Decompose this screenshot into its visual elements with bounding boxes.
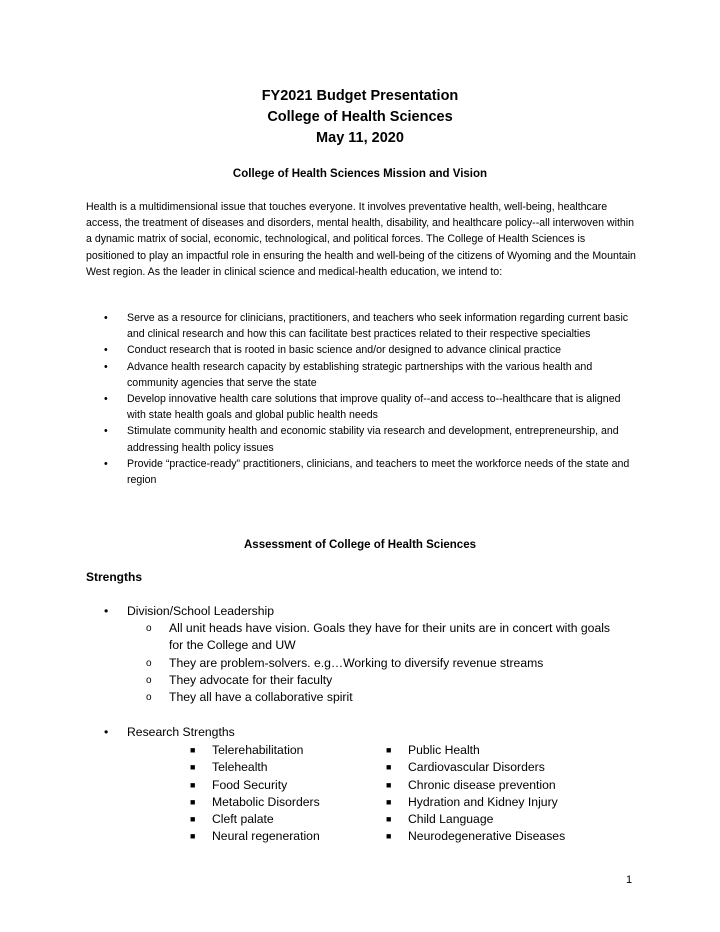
leadership-item-text: They advocate for their faculty (169, 672, 333, 687)
bullet-icon: • (104, 604, 109, 618)
goal-item (86, 310, 638, 342)
research-item (190, 759, 320, 776)
goal-text: Advance health research capacity by establishing strategic partnerships with the various health and community agencies that serve the state (127, 360, 593, 389)
research-item-text: Public Health (408, 743, 480, 757)
assessment-heading: Assessment of College of Health Sciences (244, 539, 476, 551)
research-item-text: Child Language (408, 812, 494, 827)
circle-bullet-icon: o (146, 692, 152, 704)
leadership-item (146, 689, 626, 706)
intro-paragraph: Health is a multidimensional issue that touches everyone. It involves preventative health, well-being, healthcare access, the treatment of diseases and disorders, mental health, disability, and healthcare policy--all interwoven within a dynamic matrix of social, economic, technological, and political forces. The College of Health Sciences is positioned to play an impactful role in ensuring the health and well-being of the citizens of Wyoming and the Mountain West region. As the leader in clinical science and medical-health education, we intend to: (86, 201, 636, 278)
bullet-icon: • (104, 360, 108, 373)
bullet-icon: • (104, 344, 108, 357)
research-item (386, 828, 565, 845)
research-item (386, 794, 565, 811)
research-item-text: Hydration and Kidney Injury (408, 794, 558, 809)
research-label: Research Strengths (127, 725, 235, 739)
leadership-item-text: All unit heads have vision. Goals they have for their units are in concert with goals for the College and UW (169, 621, 611, 653)
goal-text: Conduct research that is rooted in basic science and/or designed to advance clinical practice (127, 344, 562, 357)
research-item (386, 759, 565, 776)
goal-item (86, 456, 638, 488)
title-line-3: May 11, 2020 (316, 130, 404, 146)
research-item-text: Food Security (212, 777, 288, 792)
research-item-text: Neural regeneration (212, 829, 320, 844)
research-item (386, 811, 565, 828)
square-bullet-icon: ■ (190, 796, 196, 807)
title-line-1: FY2021 Budget Presentation (261, 88, 459, 104)
research-item (386, 742, 565, 759)
goal-text: Serve as a resource for clinicians, practitioners, and teachers who seek information regarding current basic and clinical research and how this can facilitate best practices related to their respective specialties (127, 312, 629, 341)
bullet-icon: • (104, 312, 108, 324)
research-item-text: Neurodegenerative Diseases (408, 829, 566, 844)
square-bullet-icon: ■ (386, 831, 392, 842)
document-title (0, 86, 720, 149)
goal-item (86, 342, 638, 358)
leadership-item-text: They are problem-solvers. e.g…Working to diversify revenue streams (169, 655, 544, 670)
research-item (190, 811, 320, 828)
square-bullet-icon: ■ (386, 796, 392, 807)
research-column-right (386, 742, 565, 846)
circle-bullet-icon: o (146, 657, 152, 669)
goal-text: Provide “practice-ready” practitioners, clinicians, and teachers to meet the workforce needs of the state and region (127, 457, 630, 487)
bullet-icon: • (104, 725, 109, 739)
leadership-label: Division/School Leadership (127, 604, 275, 618)
research-item (190, 794, 320, 811)
research-item-text: Telehealth (212, 760, 268, 775)
goal-item (86, 359, 638, 391)
square-bullet-icon: ■ (190, 779, 196, 790)
research-item-text: Chronic disease prevention (408, 777, 556, 792)
research-item-text: Cleft palate (212, 812, 274, 827)
goal-text: Develop innovative health care solutions that improve quality of--and access to--healthcare that is aligned with state health goals and global public health needs (127, 393, 621, 422)
square-bullet-icon: ■ (386, 745, 392, 755)
goal-item (86, 391, 638, 423)
circle-bullet-icon: o (146, 623, 152, 634)
goals-list (86, 310, 638, 488)
bullet-icon: • (104, 393, 108, 406)
square-bullet-icon: ■ (386, 762, 392, 773)
research-item (190, 777, 320, 794)
research-item-text: Metabolic Disorders (212, 794, 320, 809)
circle-bullet-icon: o (146, 674, 152, 686)
leadership-item (146, 655, 626, 672)
square-bullet-icon: ■ (190, 745, 196, 755)
research-item (190, 742, 320, 759)
leadership-item (146, 672, 626, 689)
goal-text: Stimulate community health and economic stability via research and development, entrepreneurship, and addressing health policy issues (127, 425, 619, 454)
leadership-item (146, 620, 626, 655)
square-bullet-icon: ■ (190, 814, 196, 825)
bullet-icon: • (104, 457, 108, 470)
leadership-item-text: They all have a collaborative spirit (169, 690, 353, 705)
goal-item (86, 423, 638, 455)
leadership-list (146, 620, 626, 706)
square-bullet-icon: ■ (190, 831, 196, 842)
research-item (190, 828, 320, 845)
mission-heading: College of Health Sciences Mission and Vision (232, 168, 488, 180)
title-line-2: College of Health Sciences (267, 109, 453, 125)
square-bullet-icon: ■ (386, 779, 392, 790)
page-number: 1 (626, 874, 633, 886)
research-item-text: Cardiovascular Disorders (408, 760, 545, 775)
bullet-icon: • (104, 425, 108, 438)
strengths-heading: Strengths (86, 570, 143, 584)
research-item (386, 777, 565, 794)
research-column-left (190, 742, 320, 846)
square-bullet-icon: ■ (386, 814, 392, 825)
research-item-text: Telerehabilitation (212, 743, 304, 757)
square-bullet-icon: ■ (190, 762, 196, 773)
